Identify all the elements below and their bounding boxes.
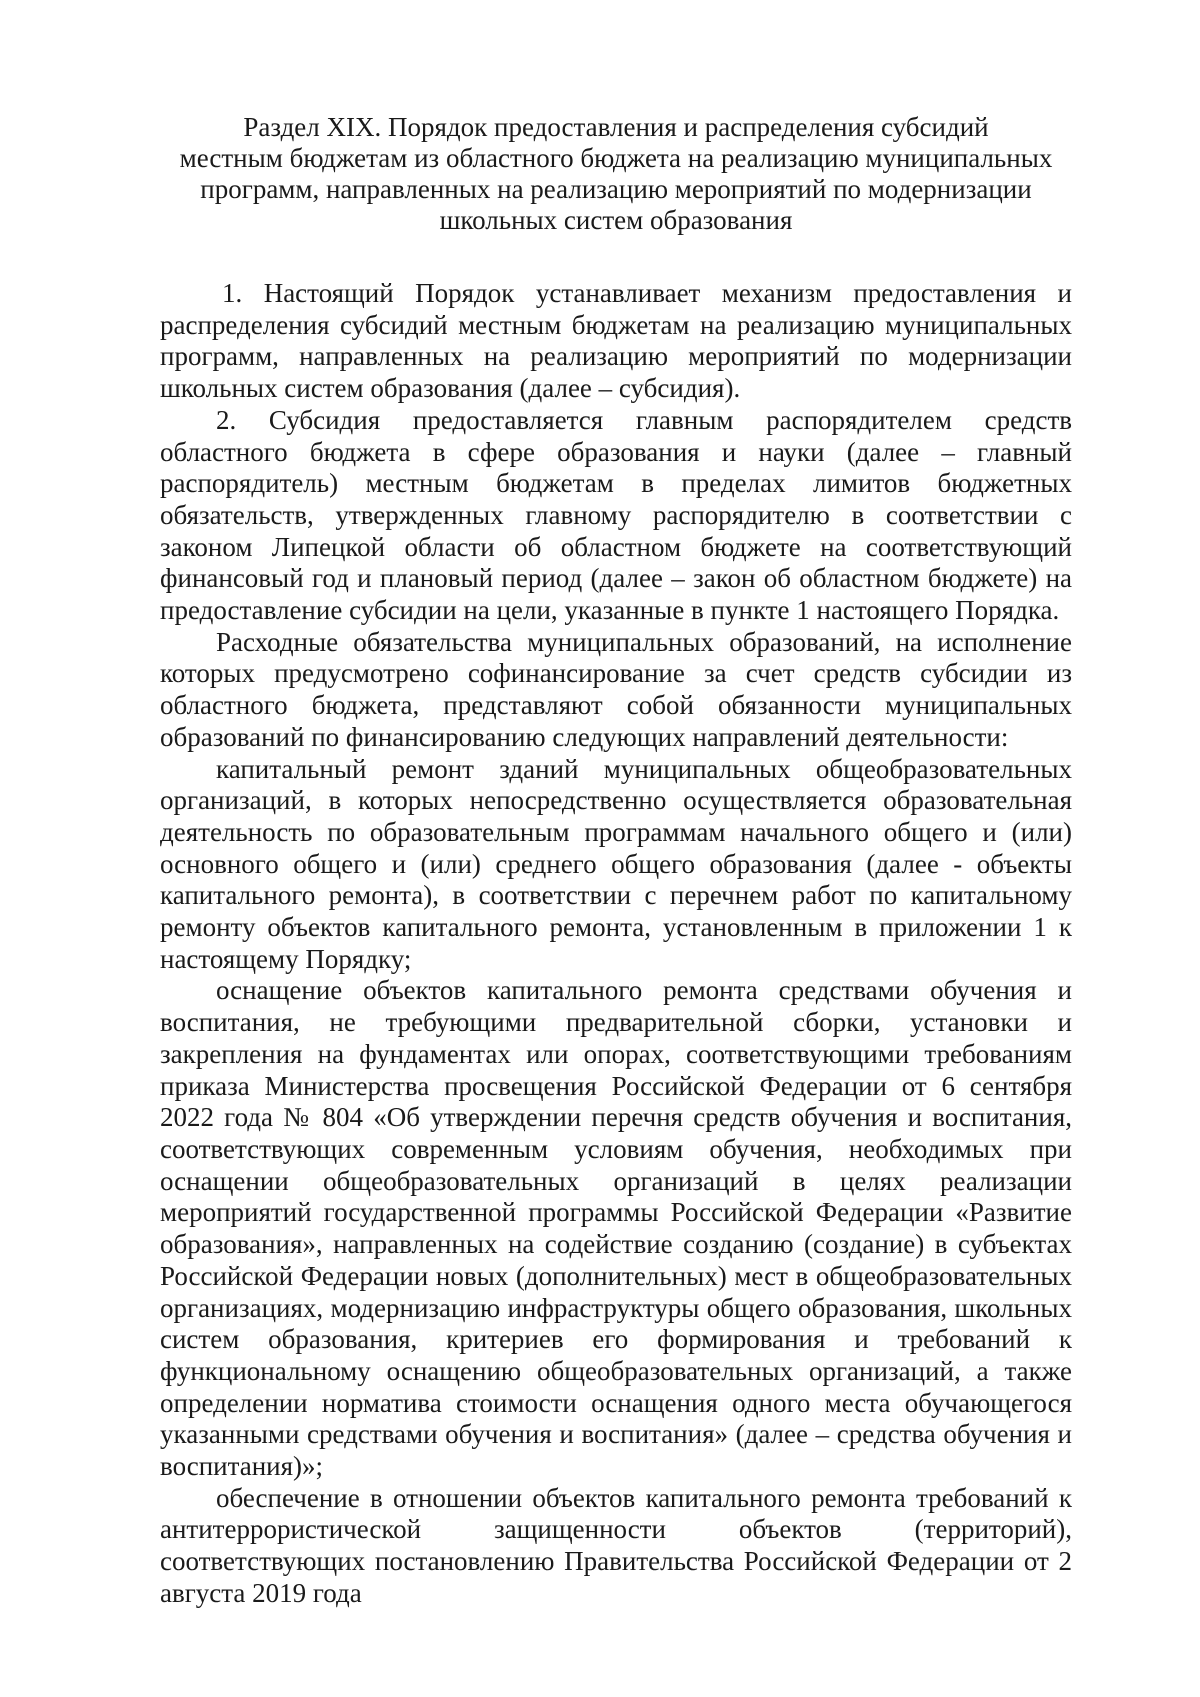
section-heading — [160, 112, 1072, 236]
heading-line: программ, направленных на реализацию мероприятий по модернизации — [200, 174, 1032, 204]
heading-line: Раздел XIX. Порядок предоставления и распределения субсидий — [243, 112, 989, 142]
paragraph-clause-2: 2. Субсидия предоставляется главным распорядителем средств областного бюджета в сфере образования и науки (далее – главный распорядитель) местным бюджетам в пределах лимитов бюджетных обязательств, утвержденных главному распорядителю в соответствии с законом Липецкой области об областном бюджете на соответствующий финансовый год и плановый период (далее – закон об областном бюджете) на предоставление субсидии на цели, указанные в пункте 1 настоящего Порядка. — [160, 404, 1072, 626]
heading-line: школьных систем образования — [439, 205, 793, 235]
paragraph-antiterror: обеспечение в отношении объектов капитального ремонта требований к антитеррористической защищенности объектов (территорий), соответствующих постановлению Правительства Российской Федерации от 2 августа 2019 года — [160, 1482, 1072, 1608]
paragraph-capital-repair: капитальный ремонт зданий муниципальных общеобразовательных организаций, в которых непосредственно осуществляется образовательная деятельность по образовательным программам начального общего и (или) основного общего и (или) среднего общего образования (далее - объекты капитального ремонта), в соответствии с перечнем работ по капитальному ремонту объектов капитального ремонта, установленным в приложении 1 к настоящему Порядку; — [160, 753, 1072, 974]
heading-line: местным бюджетам из областного бюджета на реализацию муниципальных — [179, 143, 1053, 173]
paragraph-equipment: оснащение объектов капитального ремонта средствами обучения и воспитания, не требующими предварительной сборки, установки и закрепления на фундаментах или опорах, соответствующими требованиям приказа Министерства просвещения Российской Федерации от 6 сентября 2022 года № 804 «Об утверждении перечня средств обучения и воспитания, соответствующих современным условиям обучения, необходимых при оснащении общеобразовательных организаций в целях реализации мероприятий государственной программы Российской Федерации «Развитие образования», направленных на содействие созданию (создание) в субъектах Российской Федерации новых (дополнительных) мест в общеобразовательных организациях, модернизацию инфраструктуры общего образования, школьных систем образования, критериев его формирования и требований к функциональному оснащению общеобразовательных организаций, а также определении норматива стоимости оснащения одного места обучающегося указанными средствами обучения и воспитания» (далее – средства обучения и воспитания)»; — [160, 975, 1072, 1482]
paragraph-clause-1: 1. Настоящий Порядок устанавливает механизм предоставления и распределения субсидий местным бюджетам на реализацию муниципальных программ, направленных на реализацию мероприятий по модернизации школьных систем образования (далее – субсидия). — [160, 278, 1072, 404]
paragraph-obligations: Расходные обязательства муниципальных образований, на исполнение которых предусмотрено софинансирование за счет средств субсидии из областного бюджета, представляют собой обязанности муниципальных образований по финансированию следующих направлений деятельности: — [160, 626, 1072, 752]
document-body — [160, 278, 1072, 1610]
